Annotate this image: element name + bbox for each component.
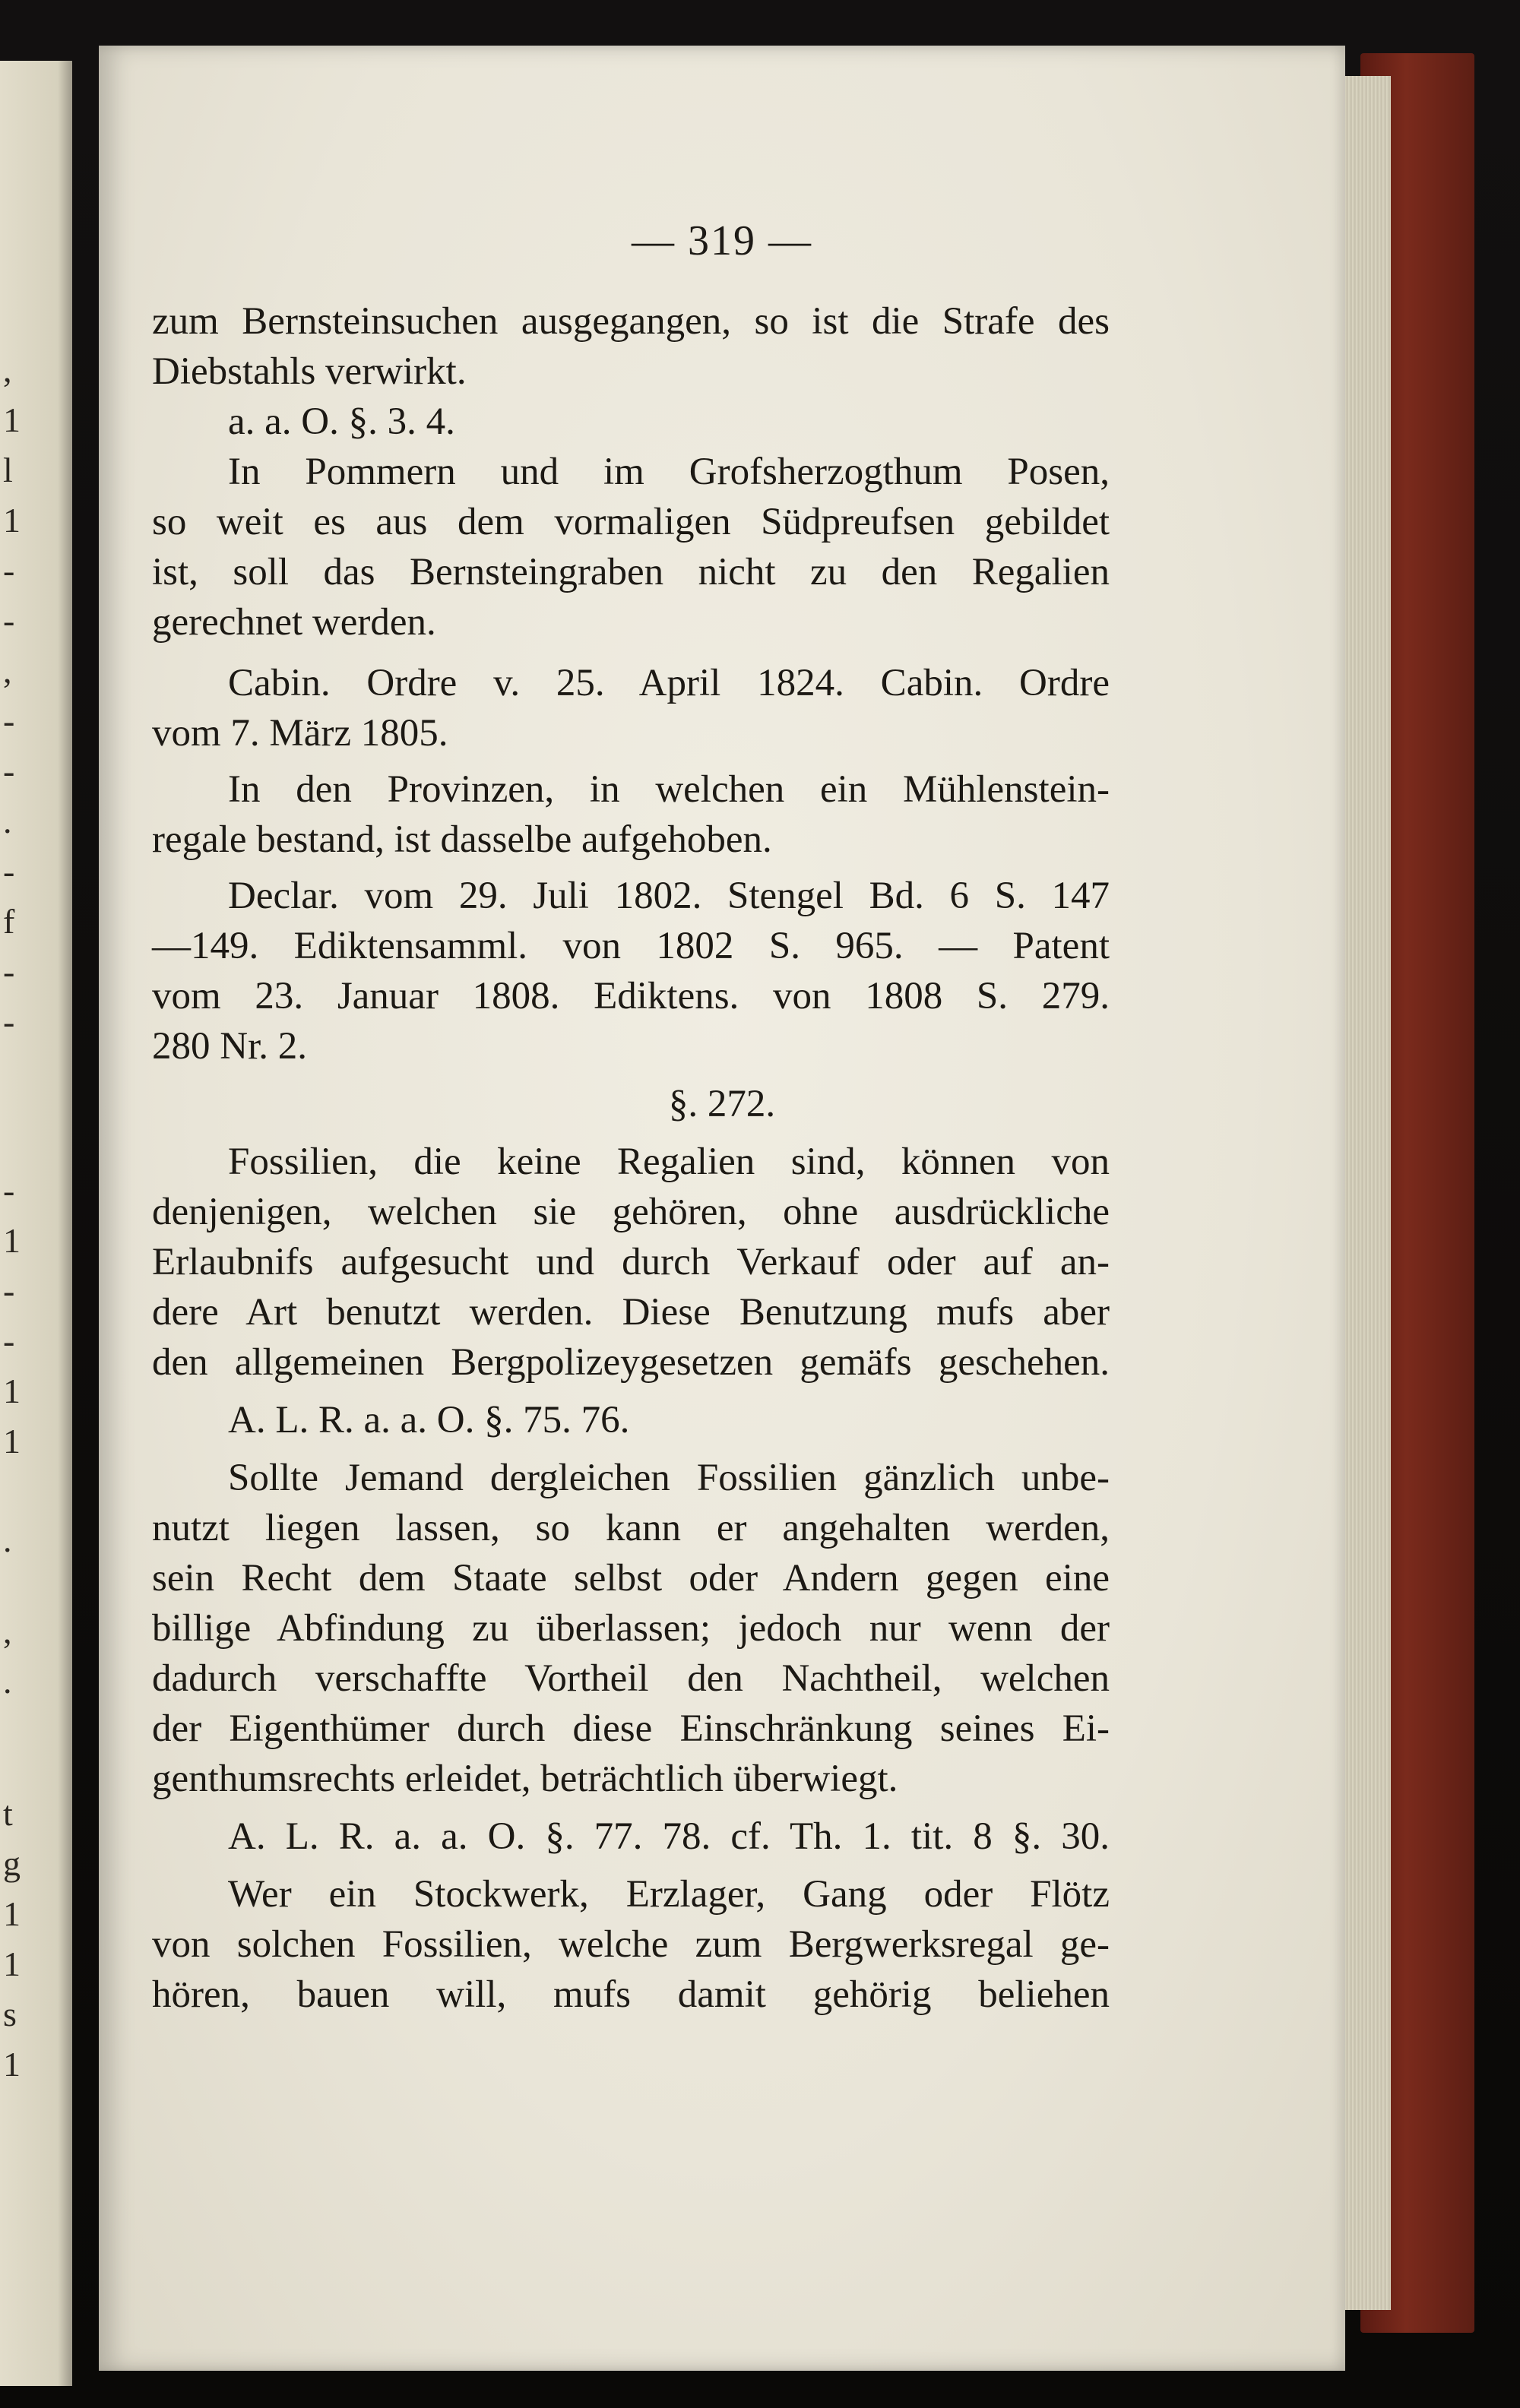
prev-margin-char: , [3, 350, 12, 389]
citation-line: vom 23. Januar 1808. Ediktens. von 1808 S. 279. [152, 975, 1110, 1017]
prev-margin-char: - [3, 1271, 15, 1310]
text-line: den allgemeinen Bergpolizeygesetzen gemäfs geschehen. [152, 1341, 1110, 1384]
citation-line: 280 Nr. 2. [152, 1025, 307, 1068]
prev-margin-char: l [3, 451, 13, 489]
book-page [99, 46, 1345, 2371]
prev-margin-char: - [3, 601, 15, 640]
prev-margin-char: , [3, 651, 12, 690]
text-line: der Eigenthümer durch diese Einschränkung seines Ei- [152, 1707, 1110, 1750]
text-line: so weit es aus dem vormaligen Südpreufsen gebildet [152, 501, 1110, 543]
page-number: — 319 — [632, 217, 812, 264]
text-line: von solchen Fossilien, welche zum Bergwerksregal ge- [152, 1923, 1110, 1966]
prev-margin-char: - [3, 1002, 15, 1041]
text-line: In den Provinzen, in welchen ein Mühlenstein- [228, 768, 1110, 811]
text-line: Sollte Jemand dergleichen Fossilien gänzlich unbe- [228, 1457, 1110, 1499]
prev-margin-char: 1 [3, 2045, 21, 2084]
prev-margin-char: - [3, 1321, 15, 1360]
prev-margin-char: - [3, 1171, 15, 1210]
prev-margin-char: 1 [3, 1894, 21, 1933]
prev-margin-char: - [3, 952, 15, 991]
prev-margin-char: 1 [3, 1422, 21, 1460]
text-line: sein Recht dem Staate selbst oder Andern gegen eine [152, 1557, 1110, 1600]
prev-margin-char: - [3, 752, 15, 790]
prev-margin-char: s [3, 1995, 17, 2033]
prev-margin-char: - [3, 701, 15, 740]
citation-line: vom 7. März 1805. [152, 712, 448, 755]
prev-margin-char: , [3, 1612, 12, 1650]
prev-margin-char: - [3, 551, 15, 590]
citation-line: —149. Ediktensamml. von 1802 S. 965. — Patent [152, 925, 1110, 967]
text-line: Wer ein Stockwerk, Erzlager, Gang oder Flötz [228, 1873, 1110, 1916]
text-line: gerechnet werden. [152, 601, 436, 644]
text-line: dadurch verschaffte Vortheil den Nachtheil, welchen [152, 1657, 1110, 1700]
text-line: denjenigen, welchen sie gehören, ohne ausdrückliche [152, 1191, 1110, 1233]
text-line: Fossilien, die keine Regalien sind, können von [228, 1141, 1110, 1183]
prev-margin-char: t [3, 1794, 13, 1833]
citation-line: A. L. R. a. a. O. §. 75. 76. [228, 1399, 630, 1441]
previous-page-strip [0, 61, 72, 2386]
prev-margin-char: . [3, 1520, 12, 1559]
prev-margin-char: . [3, 1662, 12, 1701]
text-line: genthumsrechts erleidet, beträchtlich überwiegt. [152, 1758, 898, 1800]
section-heading: §. 272. [668, 1083, 776, 1125]
prev-margin-char: 1 [3, 501, 21, 540]
citation-line: Cabin. Ordre v. 25. April 1824. Cabin. Ordre [228, 662, 1110, 704]
prev-margin-char: . [3, 802, 12, 840]
text-line: Diebstahls verwirkt. [152, 350, 467, 393]
text-line: ist, soll das Bernsteingraben nicht zu den Regalien [152, 551, 1110, 593]
citation-line: Declar. vom 29. Juli 1802. Stengel Bd. 6 S. 147 [228, 875, 1110, 917]
prev-margin-char: g [3, 1844, 21, 1883]
text-line: zum Bernsteinsuchen ausgegangen, so ist die Strafe des [152, 300, 1110, 343]
prev-margin-char: 1 [3, 1944, 21, 1983]
citation-line: A. L. R. a. a. O. §. 77. 78. cf. Th. 1. tit. 8 §. 30. [228, 1815, 1110, 1858]
citation-line: a. a. O. §. 3. 4. [228, 400, 455, 443]
text-line: regale bestand, ist dasselbe aufgehoben. [152, 818, 772, 861]
text-line: billige Abfindung zu überlassen; jedoch nur wenn der [152, 1607, 1110, 1650]
prev-margin-char: f [3, 902, 15, 941]
text-line: dere Art benutzt werden. Diese Benutzung mufs aber [152, 1291, 1110, 1334]
text-line: nutzt liegen lassen, so kann er angehalten werden, [152, 1507, 1110, 1549]
prev-margin-char: 1 [3, 1372, 21, 1410]
text-line: hören, bauen will, mufs damit gehörig beliehen [152, 1973, 1110, 2016]
text-line: In Pommern und im Grofsherzogthum Posen, [228, 451, 1110, 493]
prev-margin-char: - [3, 852, 15, 891]
prev-margin-char: 1 [3, 400, 21, 439]
text-line: Erlaubnifs aufgesucht und durch Verkauf oder auf an- [152, 1241, 1110, 1283]
prev-margin-char: 1 [3, 1221, 21, 1260]
